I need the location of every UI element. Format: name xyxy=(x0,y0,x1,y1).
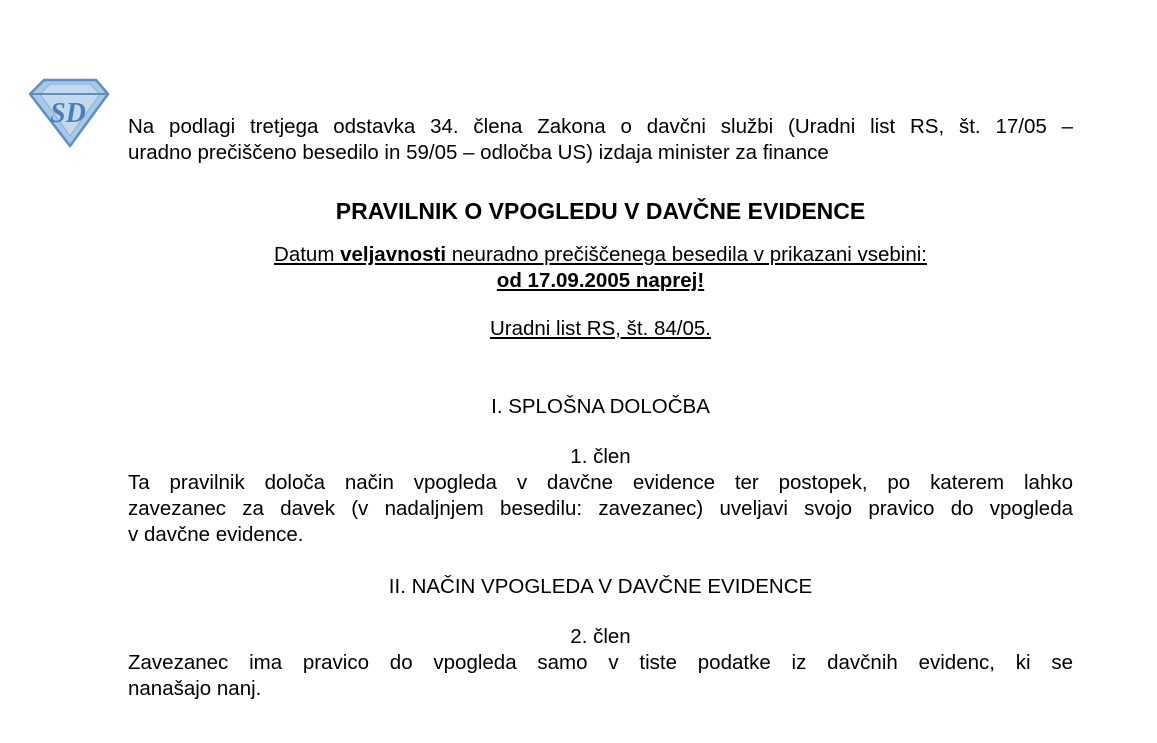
document-page xyxy=(128,114,1073,702)
article-text xyxy=(128,650,1073,702)
validity-date: od 17.09.2005 naprej! xyxy=(496,269,705,292)
diamond-logo-icon xyxy=(26,76,112,150)
article-line: Zavezanec ima pravico do vpogleda samo v tiste podatke iz davčnih evidenc, ki se xyxy=(128,651,1073,674)
article-line: v davčne evidence. xyxy=(128,523,304,546)
validity-notice xyxy=(128,242,1073,294)
intro-paragraph xyxy=(128,114,1073,166)
validity-line xyxy=(128,242,1073,268)
article-number: 2. člen xyxy=(570,625,631,648)
section-heading: II. NAČIN VPOGLEDA V DAVČNE EVIDENCE xyxy=(388,575,813,598)
intro-line: uradno prečiščeno besedilo in 59/05 – odločba US) izdaja minister za finance xyxy=(128,141,829,164)
article-line: zavezanec za davek (v nadaljnjem besedilu: zavezanec) uveljavi svojo pravico do vpogleda xyxy=(128,497,1073,520)
article-number: 1. člen xyxy=(570,445,631,468)
article-line: Ta pravilnik določa način vpogleda v davčne evidence ter postopek, po katerem lahko xyxy=(128,471,1073,494)
official-gazette-reference: Uradni list RS, št. 84/05. xyxy=(489,317,712,340)
validity-bold-word: veljavnosti xyxy=(340,243,447,266)
validity-suffix: neuradno prečiščenega besedila v prikazani vsebini: xyxy=(446,243,927,266)
article-line: nanašajo nanj. xyxy=(128,677,262,700)
article-text xyxy=(128,470,1073,548)
logo-letters: SD xyxy=(50,98,86,129)
section-heading: I. SPLOŠNA DOLOČBA xyxy=(491,395,710,418)
intro-line: Na podlagi tretjega odstavka 34. člena Zakona o davčni službi (Uradni list RS, št. 17/05 – xyxy=(128,115,1073,138)
ministry-logo xyxy=(26,76,112,150)
document-title: PRAVILNIK O VPOGLEDU V DAVČNE EVIDENCE xyxy=(335,198,866,224)
validity-prefix: Datum xyxy=(274,243,341,266)
